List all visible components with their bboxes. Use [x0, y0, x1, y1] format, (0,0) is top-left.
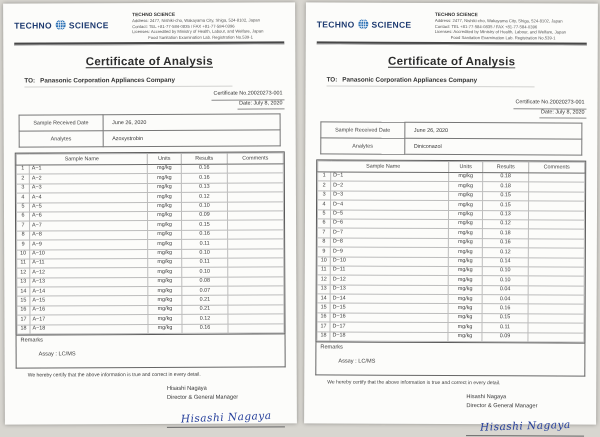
row-number: 12: [17, 268, 30, 277]
result-cell: 0.15: [482, 313, 528, 323]
globe-icon: [55, 19, 66, 30]
sample-name-cell: A−4: [29, 193, 147, 203]
letterhead-address: Address: 2477, Nishiki-cho, Wakayama City, Shiga, 524-8102, Japan: [132, 18, 284, 24]
letterhead-address: Address: 2477, Nishiki-cho, Wakayama City, Shiga, 524-8102, Japan: [435, 18, 587, 24]
result-cell: 0.15: [483, 191, 529, 201]
remarks-label: Remarks: [320, 344, 580, 351]
comment-cell: [228, 324, 284, 334]
result-cell: 0.12: [182, 314, 228, 324]
row-number: 3: [318, 191, 331, 200]
comment-cell: [529, 173, 585, 183]
certificate-page-azoxystrobin: [3, 2, 297, 424]
result-cell: 0.16: [482, 304, 528, 314]
sample-name-cell: D−11: [330, 266, 448, 276]
result-cell: 0.07: [182, 286, 228, 296]
comment-cell: [528, 276, 584, 286]
comment-cell: [227, 192, 283, 202]
sample-name-cell: A−5: [29, 202, 147, 212]
units-cell: mg/kg: [449, 182, 483, 192]
comment-cell: [228, 305, 284, 315]
received-date-value: June 26, 2020: [404, 122, 581, 139]
units-cell: mg/kg: [147, 202, 181, 212]
recipient-line: [24, 77, 232, 88]
results-header: Results: [483, 162, 529, 173]
letterhead-info: [435, 13, 587, 41]
units-cell: mg/kg: [448, 257, 482, 267]
result-cell: 0.12: [482, 220, 528, 230]
logo-science-text: SCIENCE: [69, 20, 109, 30]
row-number: 7: [17, 221, 30, 230]
to-company: Panasonic Corporation Appliances Company: [40, 77, 175, 85]
sample-name-cell: A−13: [30, 277, 148, 287]
units-cell: mg/kg: [148, 286, 182, 296]
result-cell: 0.13: [482, 210, 528, 220]
row-number: 11: [317, 266, 330, 275]
row-number: 16: [317, 313, 330, 322]
analytes-label: Analytes: [321, 138, 405, 154]
row-number: 15: [17, 296, 30, 305]
sample-name-cell: A−15: [30, 296, 148, 306]
received-date-value: June 26, 2020: [103, 114, 280, 131]
units-header: Units: [449, 161, 483, 172]
letterhead-info: [132, 12, 284, 40]
result-cell: 0.10: [482, 276, 528, 286]
units-cell: mg/kg: [448, 210, 482, 220]
comment-cell: [528, 229, 584, 239]
signer-name: Hisashi Nagaya: [466, 393, 585, 402]
row-number: 9: [17, 240, 30, 249]
signer-block: [466, 393, 585, 411]
result-cell: 0.16: [482, 238, 528, 248]
certificate-page-diniconazol: [304, 2, 598, 424]
sample-name-cell: A−11: [30, 258, 148, 268]
sample-info-table: [320, 121, 582, 155]
result-cell: 0.16: [182, 324, 228, 334]
units-cell: mg/kg: [449, 191, 483, 201]
sample-name-cell: A−6: [29, 211, 147, 221]
units-cell: mg/kg: [148, 221, 182, 231]
sample-name-cell: D−12: [330, 275, 448, 285]
sample-name-cell: A−9: [30, 240, 148, 250]
units-cell: mg/kg: [448, 266, 482, 276]
row-number: 8: [317, 238, 330, 247]
comment-cell: [227, 164, 283, 174]
sample-name-cell: D−13: [330, 285, 448, 295]
result-cell: 0.11: [482, 323, 528, 333]
header-divider: [14, 41, 284, 45]
analytes-value: Diniconazol: [404, 138, 581, 155]
comment-cell: [529, 201, 585, 211]
sample-name-cell: A−12: [30, 268, 148, 278]
result-cell: 0.21: [182, 296, 228, 306]
row-number: 14: [17, 287, 30, 296]
sample-name-cell: A−3: [29, 183, 147, 193]
globe-icon: [358, 19, 369, 30]
result-cell: 0.09: [482, 332, 528, 342]
sample-name-cell: D−7: [330, 228, 448, 238]
result-cell: 0.15: [483, 201, 529, 211]
row-number: 6: [16, 212, 29, 221]
row-number: 12: [317, 275, 330, 284]
analytes-label: Analytes: [19, 131, 103, 147]
row-number: 17: [317, 322, 330, 331]
units-cell: mg/kg: [448, 323, 482, 333]
sample-name-cell: D−4: [331, 200, 449, 210]
sample-name-cell: D−16: [330, 313, 448, 323]
letterhead: [317, 10, 587, 38]
row-number: 2: [318, 181, 331, 190]
sample-name-cell: A−2: [29, 174, 147, 184]
sample-name-cell: A−17: [30, 315, 148, 325]
signature-line: [167, 407, 285, 428]
results-table-frame: [315, 159, 586, 343]
result-cell: 0.14: [482, 257, 528, 267]
units-cell: mg/kg: [448, 295, 482, 305]
assay-line: Assay : LC/MS: [39, 350, 281, 357]
units-cell: mg/kg: [148, 277, 182, 287]
signer-title: Director & General Manager: [167, 393, 286, 402]
comment-cell: [228, 220, 284, 230]
result-cell: 0.16: [181, 164, 227, 174]
result-cell: 0.09: [181, 211, 227, 221]
row-number: 6: [317, 219, 330, 228]
table-row: [17, 324, 284, 335]
techno-science-logo: [14, 19, 109, 30]
sample-name-cell: A−14: [30, 287, 148, 297]
comment-cell: [528, 323, 584, 333]
units-cell: mg/kg: [148, 258, 182, 268]
comment-cell: [227, 211, 283, 221]
row-number: 11: [17, 259, 30, 268]
row-number: 13: [17, 278, 30, 287]
sample-name-cell: D−8: [330, 238, 448, 248]
units-cell: mg/kg: [448, 229, 482, 239]
to-label: TO:: [327, 76, 338, 83]
sample-name-cell: D−5: [330, 210, 448, 220]
sample-name-cell: D−15: [330, 303, 448, 313]
result-cell: 0.04: [482, 295, 528, 305]
units-cell: mg/kg: [148, 315, 182, 325]
assay-line: Assay : LC/MS: [338, 359, 580, 366]
comment-cell: [528, 239, 584, 249]
signer-name: Hisashi Nagaya: [167, 384, 286, 393]
letterhead-license2: Food Sanitation Examination Lab. Registration No.539-1: [132, 34, 284, 40]
sample-name-cell: A−10: [30, 249, 148, 259]
comment-cell: [228, 248, 284, 258]
handwritten-signature: Hisashi Nagaya: [480, 419, 571, 434]
sample-name-cell: D−2: [331, 181, 449, 191]
units-cell: mg/kg: [148, 249, 182, 259]
units-cell: mg/kg: [147, 211, 181, 221]
units-cell: mg/kg: [148, 305, 182, 315]
units-cell: mg/kg: [147, 174, 181, 184]
letterhead: [14, 10, 284, 38]
page-title: Certificate of Analysis: [317, 55, 587, 68]
comment-cell: [228, 314, 284, 324]
certificate-meta: [316, 98, 586, 118]
sample-name-header: Sample Name: [318, 161, 449, 173]
result-cell: 0.16: [181, 174, 227, 184]
units-cell: mg/kg: [448, 332, 482, 342]
to-label: TO:: [24, 77, 35, 84]
comment-cell: [528, 295, 584, 305]
units-cell: mg/kg: [448, 238, 482, 248]
result-cell: 0.11: [182, 258, 228, 268]
row-number: 9: [317, 247, 330, 256]
row-number: 13: [317, 285, 330, 294]
sample-name-cell: A−16: [30, 305, 148, 315]
units-cell: mg/kg: [147, 193, 181, 203]
comment-cell: [227, 173, 283, 183]
comment-cell: [528, 257, 584, 267]
comment-cell: [227, 183, 283, 193]
handwritten-signature: Hisashi Nagaya: [181, 410, 272, 426]
row-number: 18: [17, 325, 30, 334]
row-number: 3: [16, 184, 29, 193]
received-date-label: Sample Received Date: [321, 122, 405, 138]
result-cell: 0.10: [182, 267, 228, 277]
result-cell: 0.10: [482, 267, 528, 277]
row-number: 15: [317, 303, 330, 312]
result-cell: 0.10: [182, 249, 228, 259]
sample-name-cell: D−9: [330, 247, 448, 257]
row-number: 4: [16, 193, 29, 202]
remarks-label: Remarks: [21, 336, 281, 343]
analytes-value: Azoxystrobin: [103, 130, 280, 147]
units-cell: mg/kg: [148, 239, 182, 249]
sample-name-cell: D−6: [330, 219, 448, 229]
units-cell: mg/kg: [148, 324, 182, 334]
remarks-box: [315, 342, 585, 376]
letterhead-contact: Contact: TEL +81-77-584-0835 / FAX +81-77-584-0396: [435, 24, 587, 30]
comments-header: Comments: [529, 162, 585, 173]
comment-cell: [528, 210, 584, 220]
row-number: 10: [17, 250, 30, 259]
signature-line: [466, 416, 584, 437]
result-cell: 0.18: [482, 229, 528, 239]
logo-techno-text: TECHNO: [14, 20, 52, 30]
comment-cell: [529, 182, 585, 192]
sample-name-cell: D−18: [330, 332, 448, 342]
comment-cell: [228, 277, 284, 287]
table-row: [317, 332, 584, 343]
comment-cell: [228, 258, 284, 268]
comment-cell: [529, 192, 585, 202]
row-number: 18: [317, 332, 330, 341]
result-cell: 0.18: [483, 173, 529, 183]
certificate-date: Date: July 8, 2020: [539, 109, 586, 119]
letterhead-contact: Contact: TEL +81-77-584-0835 / FAX +81-77-584-0396: [132, 23, 284, 29]
results-header: Results: [181, 153, 227, 164]
units-cell: mg/kg: [448, 313, 482, 323]
certify-statement: We hereby certify that the above information is true and correct in every detail.: [327, 379, 585, 386]
letterhead-license2: Food Sanitation Examination Lab. Registration No.539-1: [435, 35, 587, 41]
comments-header: Comments: [227, 153, 283, 164]
letterhead-company: TECHNO SCIENCE: [435, 13, 587, 19]
row-number: 1: [16, 165, 29, 174]
comment-cell: [528, 332, 584, 342]
comment-cell: [228, 295, 284, 305]
units-cell: mg/kg: [449, 201, 483, 211]
comment-cell: [528, 314, 584, 324]
sample-name-cell: D−3: [331, 191, 449, 201]
sample-name-cell: A−1: [29, 165, 147, 175]
comment-cell: [228, 230, 284, 240]
signer-block: [167, 384, 286, 402]
result-cell: 0.21: [182, 305, 228, 315]
certificate-date: Date: July 8, 2020: [237, 100, 284, 110]
comment-cell: [528, 304, 584, 314]
row-number: 14: [317, 294, 330, 303]
techno-science-logo: [317, 18, 412, 29]
comment-cell: [228, 267, 284, 277]
recipient-line: [327, 76, 535, 87]
units-cell: mg/kg: [147, 183, 181, 193]
signer-title: Director & General Manager: [466, 402, 585, 411]
result-cell: 0.16: [182, 230, 228, 240]
sample-name-header: Sample Name: [16, 154, 147, 166]
results-table: [316, 160, 585, 342]
result-cell: 0.12: [181, 192, 227, 202]
row-number: 2: [16, 174, 29, 183]
results-table: [16, 152, 285, 334]
logo-science-text: SCIENCE: [372, 19, 412, 29]
sample-name-cell: D−10: [330, 256, 448, 266]
result-cell: 0.04: [482, 285, 528, 295]
result-cell: 0.11: [182, 239, 228, 249]
sample-info-table: [19, 113, 281, 147]
received-date-label: Sample Received Date: [19, 115, 103, 131]
result-cell: 0.08: [182, 277, 228, 287]
row-number: 4: [318, 200, 331, 209]
sample-name-cell: A−18: [30, 324, 148, 334]
certify-statement: We hereby certify that the above information is true and correct in every detail.: [28, 371, 286, 378]
certificate-number: Certificate No.20020273-001: [514, 99, 587, 109]
comment-cell: [227, 201, 283, 211]
comment-cell: [228, 239, 284, 249]
units-cell: mg/kg: [147, 164, 181, 174]
sample-name-cell: D−1: [331, 172, 449, 182]
row-number: 8: [17, 231, 30, 240]
comment-cell: [528, 267, 584, 277]
certificate-meta: [14, 90, 284, 110]
row-number: 17: [17, 315, 30, 324]
result-cell: 0.15: [182, 221, 228, 231]
result-cell: 0.18: [483, 182, 529, 192]
result-cell: 0.13: [181, 183, 227, 193]
letterhead-company: TECHNO SCIENCE: [132, 12, 284, 18]
row-number: 5: [16, 203, 29, 212]
sample-name-cell: D−14: [330, 294, 448, 304]
result-cell: 0.10: [181, 202, 227, 212]
comment-cell: [528, 220, 584, 230]
units-cell: mg/kg: [448, 304, 482, 314]
units-cell: mg/kg: [448, 276, 482, 286]
units-cell: mg/kg: [448, 285, 482, 295]
units-cell: mg/kg: [148, 296, 182, 306]
units-cell: mg/kg: [448, 219, 482, 229]
units-cell: mg/kg: [449, 172, 483, 182]
page-title: Certificate of Analysis: [14, 55, 284, 68]
remarks-box: [16, 334, 286, 368]
row-number: 10: [317, 256, 330, 265]
units-header: Units: [147, 153, 181, 164]
results-table-frame: [15, 151, 286, 335]
comment-cell: [228, 286, 284, 296]
logo-techno-text: TECHNO: [317, 19, 355, 29]
letterhead-license: Licenses: Accredited by Ministry of Health, Labour, and Welfare, Japan: [435, 29, 587, 35]
sample-name-cell: A−8: [30, 230, 148, 240]
row-number: 5: [317, 209, 330, 218]
sample-name-cell: A−7: [30, 221, 148, 231]
sample-name-cell: D−17: [330, 322, 448, 332]
to-company: Panasonic Corporation Appliances Company: [342, 77, 477, 85]
certificate-number: Certificate No.20020273-001: [212, 90, 285, 100]
comment-cell: [528, 286, 584, 296]
row-number: 7: [317, 228, 330, 237]
units-cell: mg/kg: [448, 248, 482, 258]
comment-cell: [528, 248, 584, 258]
units-cell: mg/kg: [148, 268, 182, 278]
result-cell: 0.12: [482, 248, 528, 258]
header-divider: [317, 41, 587, 45]
row-number: 16: [17, 306, 30, 315]
units-cell: mg/kg: [148, 230, 182, 240]
row-number: 1: [318, 172, 331, 181]
letterhead-license: Licenses: Accredited by Ministry of Health, Labour, and Welfare, Japan: [132, 29, 284, 35]
